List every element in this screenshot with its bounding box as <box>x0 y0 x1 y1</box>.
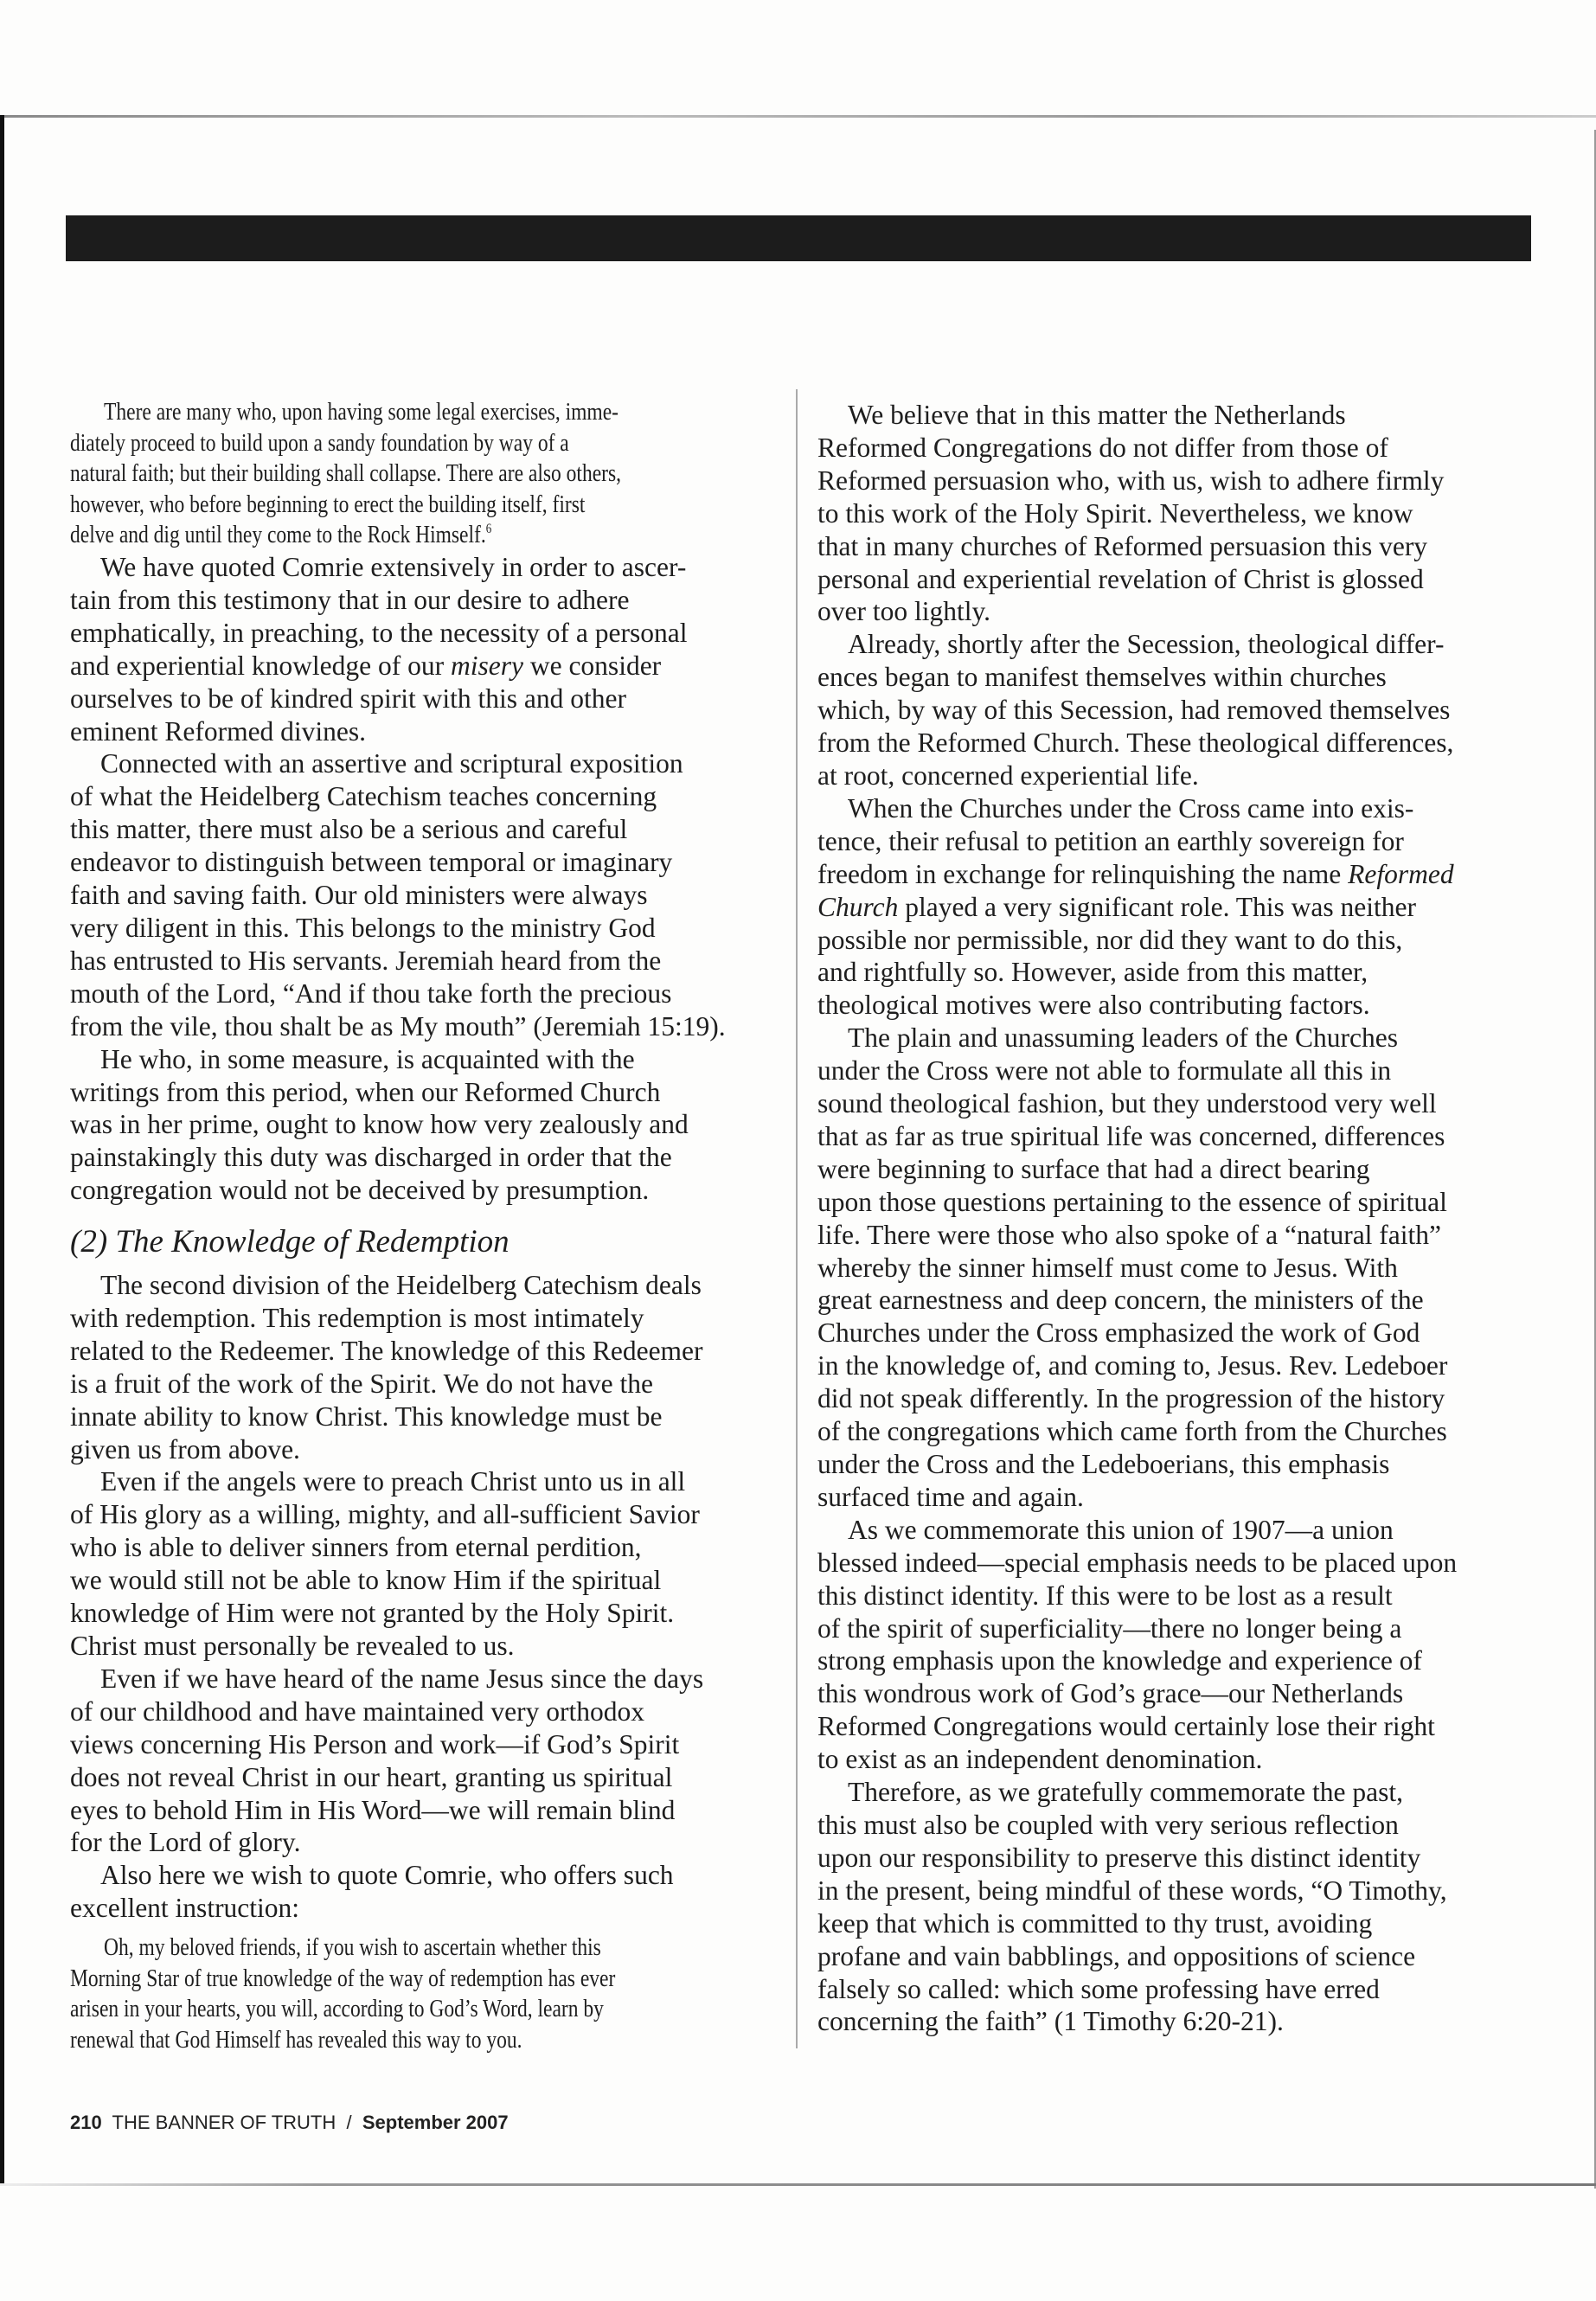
italic-text: Church <box>817 891 899 922</box>
text-line: who is able to deliver sinners from eternal perdition, <box>70 1532 642 1563</box>
paragraph <box>70 1269 788 1465</box>
text-line: that as far as true spiritual life was concerned, differences <box>817 1120 1445 1151</box>
quote-paragraph <box>70 397 779 551</box>
text-line: concerning the faith” (1 Timothy 6:20-21). <box>817 2006 1284 2037</box>
paragraph <box>817 1022 1535 1514</box>
text-line: this distinct identity. If this were to be lost as a result <box>817 1580 1393 1611</box>
paragraph <box>817 399 1535 628</box>
column-divider <box>796 389 798 2048</box>
text-line: tence, their refusal to petition an earthly sovereign for <box>817 825 1404 856</box>
left-body-1 <box>70 551 788 1207</box>
text-line: ences began to manifest themselves within churches <box>817 662 1387 693</box>
text-line: with redemption. This redemption is most intimately <box>70 1302 644 1333</box>
text-line <box>70 520 779 551</box>
text-line: whereby the sinner himself must come to Jesus. With <box>817 1252 1398 1283</box>
text-line: views concerning His Person and work—if God’s Spirit <box>70 1728 680 1759</box>
text-segment: and experiential knowledge of our <box>70 650 451 681</box>
footer-separator: / <box>346 2112 352 2133</box>
page-number: 210 <box>70 2112 102 2133</box>
text-segment: played a very significant role. This was neither <box>898 891 1416 922</box>
block-quote-1 <box>70 397 779 551</box>
text-line: We have quoted Comrie extensively in order to ascer- <box>100 552 687 582</box>
paragraph <box>817 1776 1535 2038</box>
text-line: however, who before beginning to erect the building itself, first <box>70 490 586 518</box>
text-line: that in many churches of Reformed persuasion this very <box>817 530 1428 561</box>
text-line: possible nor permissible, nor did they want to do this, <box>817 924 1403 955</box>
footnote-ref: 6 <box>485 522 492 537</box>
text-line: tain from this testimony that in our desire to adhere <box>70 584 630 615</box>
text-line: theological motives were also contributing factors. <box>817 990 1370 1021</box>
text-line: Even if the angels were to preach Christ unto us in all <box>100 1466 686 1497</box>
text-line: given us from above. <box>70 1433 300 1465</box>
text-line: blessed indeed—special emphasis needs to be placed upon <box>817 1547 1458 1578</box>
italic-text: Reformed <box>1348 858 1454 889</box>
text-line: sound theological fashion, but they understood very well <box>817 1088 1437 1119</box>
text-line: upon our responsibility to preserve this distinct identity <box>817 1842 1421 1873</box>
text-line: related to the Redeemer. The knowledge of this Redeemer <box>70 1335 703 1366</box>
text-line: arisen in your hearts, you will, according to God’s Word, learn by <box>70 1996 604 2023</box>
paragraph <box>70 551 788 747</box>
text-line: He who, in some measure, is acquainted with the <box>100 1043 635 1074</box>
text-line: very diligent in this. This belongs to the ministry God <box>70 912 656 943</box>
text-line: under the Cross and the Ledeboerians, this emphasis <box>817 1449 1390 1479</box>
text-line: natural faith; but their building shall collapse. There are also others, <box>70 460 622 488</box>
text-line: endeavor to distinguish between temporal or imaginary <box>70 847 673 878</box>
text-line: to this work of the Holy Spirit. Nevertheless, we know <box>817 497 1413 529</box>
text-line: in the knowledge of, and coming to, Jesus. Rev. Ledeboer <box>817 1350 1448 1381</box>
text-line: ourselves to be of kindred spirit with this and other <box>70 683 627 714</box>
text-line: keep that which is committed to thy trust, avoiding <box>817 1907 1373 1939</box>
text-line: in the present, being mindful of these words, “O Timothy, <box>817 1875 1447 1906</box>
text-line: which, by way of this Secession, had removed themselves <box>817 695 1451 726</box>
block-quote-2 <box>70 1932 779 2055</box>
text-line: has entrusted to His servants. Jeremiah heard from the <box>70 945 662 976</box>
text-line: to exist as an independent denomination. <box>817 1744 1263 1775</box>
text-line: surfaced time and again. <box>817 1481 1084 1512</box>
section-heading: (2) The Knowledge of Redemption <box>70 1224 510 1259</box>
text-line: this matter, there must also be a serious and careful <box>70 814 628 845</box>
text-line: was in her prime, ought to know how very zealously and <box>70 1109 689 1140</box>
text-line: of the spirit of superficiality—there no longer being a <box>817 1612 1402 1644</box>
paragraph <box>70 1663 788 1859</box>
text-line: did not speak differently. In the progression of the history <box>817 1383 1445 1414</box>
text-line: is a fruit of the work of the Spirit. We do not have the <box>70 1368 653 1399</box>
text-line: Even if we have heard of the name Jesus since the days <box>100 1663 704 1694</box>
text-line: emphatically, in preaching, to the necessity of a personal <box>70 617 688 648</box>
text-line: of His glory as a willing, mighty, and all-sufficient Savior <box>70 1499 700 1530</box>
text-line: Reformed Congregations do not differ from those of <box>817 432 1388 463</box>
paragraph <box>817 1514 1535 1776</box>
paragraph <box>70 1859 788 1925</box>
paragraph <box>70 1043 788 1208</box>
text-line: strong emphasis upon the knowledge and experience of <box>817 1645 1422 1676</box>
text-line <box>70 650 788 683</box>
left-body-2 <box>70 1269 788 1925</box>
text-line: Reformed persuasion who, with us, wish to adhere firmly <box>817 465 1445 496</box>
text-line: eminent Reformed divines. <box>70 715 367 747</box>
text-line: personal and experiential revelation of Christ is glossed <box>817 563 1424 594</box>
text-line: Oh, my beloved friends, if you wish to ascertain whether this <box>104 1934 601 1961</box>
paragraph <box>70 1465 788 1662</box>
text-line: from the Reformed Church. These theological differences, <box>817 727 1454 759</box>
text-line: Morning Star of true knowledge of the way of redemption has ever <box>70 1965 616 1992</box>
text-line: of what the Heidelberg Catechism teaches concerning <box>70 781 657 812</box>
text-line: painstakingly this duty was discharged in order that the <box>70 1142 672 1173</box>
right-body <box>817 399 1535 2038</box>
text-line: congregation would not be deceived by presumption. <box>70 1175 650 1206</box>
text-line: diately proceed to build upon a sandy foundation by way of a <box>70 429 569 457</box>
text-line: Already, shortly after the Secession, theological differ- <box>848 629 1445 660</box>
text-line: Also here we wish to quote Comrie, who offers such <box>100 1860 674 1891</box>
text-line: were beginning to surface that had a direct bearing <box>817 1153 1370 1184</box>
paragraph <box>70 747 788 1042</box>
text-line: When the Churches under the Cross came into exis- <box>848 792 1414 824</box>
text-segment: freedom in exchange for relinquishing the name <box>817 858 1349 889</box>
text-line: There are many who, upon having some legal exercises, imme- <box>104 399 619 426</box>
paragraph <box>817 792 1535 1022</box>
text-line: renewal that God Himself has revealed this way to you. <box>70 2026 522 2054</box>
page-footer <box>70 2112 509 2134</box>
text-line: Therefore, as we gratefully commemorate the past, <box>848 1777 1403 1808</box>
text-line: of our childhood and have maintained very orthodox <box>70 1695 644 1727</box>
text-line: great earnestness and deep concern, the ministers of the <box>817 1285 1424 1316</box>
text-segment: we consider <box>522 650 662 681</box>
text-line: eyes to behold Him in His Word—we will remain blind <box>70 1794 676 1825</box>
text-line: Reformed Congregations would certainly lose their right <box>817 1711 1435 1742</box>
text-line: at root, concerned experiential life. <box>817 760 1199 791</box>
text-line <box>817 891 1535 924</box>
text-line: Churches under the Cross emphasized the work of God <box>817 1317 1420 1349</box>
text-line: this must also be coupled with very serious reflection <box>817 1809 1399 1840</box>
bottom-rule <box>0 2183 1596 2186</box>
header-black-bar <box>66 215 1531 261</box>
publication-name: THE BANNER OF TRUTH <box>112 2112 337 2133</box>
text-line: The plain and unassuming leaders of the Churches <box>848 1022 1398 1054</box>
text-line: innate ability to know Christ. This knowledge must be <box>70 1400 663 1432</box>
text-line: upon those questions pertaining to the essence of spiritual <box>817 1186 1447 1217</box>
text-line: We believe that in this matter the Netherlands <box>848 400 1346 430</box>
text-line: life. There were those who also spoke of a “natural faith” <box>817 1219 1442 1250</box>
italic-text: misery <box>450 650 523 681</box>
text-line: for the Lord of glory. <box>70 1827 301 1858</box>
quote-paragraph <box>70 1932 779 2055</box>
top-rule <box>0 115 1596 118</box>
text-line: As we commemorate this union of 1907—a union <box>848 1514 1394 1545</box>
page-left-edge <box>0 115 4 2185</box>
text-line: we would still not be able to know Him if the spiritual <box>70 1565 662 1596</box>
text-line: writings from this period, when our Reformed Church <box>70 1076 661 1107</box>
text-line: profane and vain babblings, and oppositions of science <box>817 1940 1416 1971</box>
text-line: from the vile, thou shalt be as My mouth” (Jeremiah 15:19). <box>70 1010 726 1042</box>
text-line: of the congregations which came forth from the Churches <box>817 1416 1447 1447</box>
text-segment: delve and dig until they come to the Rock Himself. <box>70 522 486 549</box>
paragraph <box>817 628 1535 792</box>
text-line: faith and saving faith. Our old ministers were always <box>70 880 648 911</box>
text-line: and rightfully so. However, aside from this matter, <box>817 957 1368 988</box>
text-line: falsely so called: which some professing have erred <box>817 1973 1380 2004</box>
text-line: knowledge of Him were not granted by the Holy Spirit. <box>70 1598 675 1629</box>
text-line <box>817 858 1535 891</box>
text-line: under the Cross were not able to formulate all this in <box>817 1055 1392 1086</box>
text-line: over too lightly. <box>817 596 991 627</box>
text-line: Christ must personally be revealed to us. <box>70 1630 515 1661</box>
text-line: mouth of the Lord, “And if thou take forth the precious <box>70 977 672 1009</box>
text-line: excellent instruction: <box>70 1893 300 1924</box>
text-line: does not reveal Christ in our heart, granting us spiritual <box>70 1761 673 1792</box>
text-line: this wondrous work of God’s grace—our Netherlands <box>817 1678 1404 1709</box>
text-line: The second division of the Heidelberg Catechism deals <box>100 1270 702 1300</box>
text-line: Connected with an assertive and scriptural exposition <box>100 748 683 779</box>
issue-date: September 2007 <box>362 2112 509 2133</box>
